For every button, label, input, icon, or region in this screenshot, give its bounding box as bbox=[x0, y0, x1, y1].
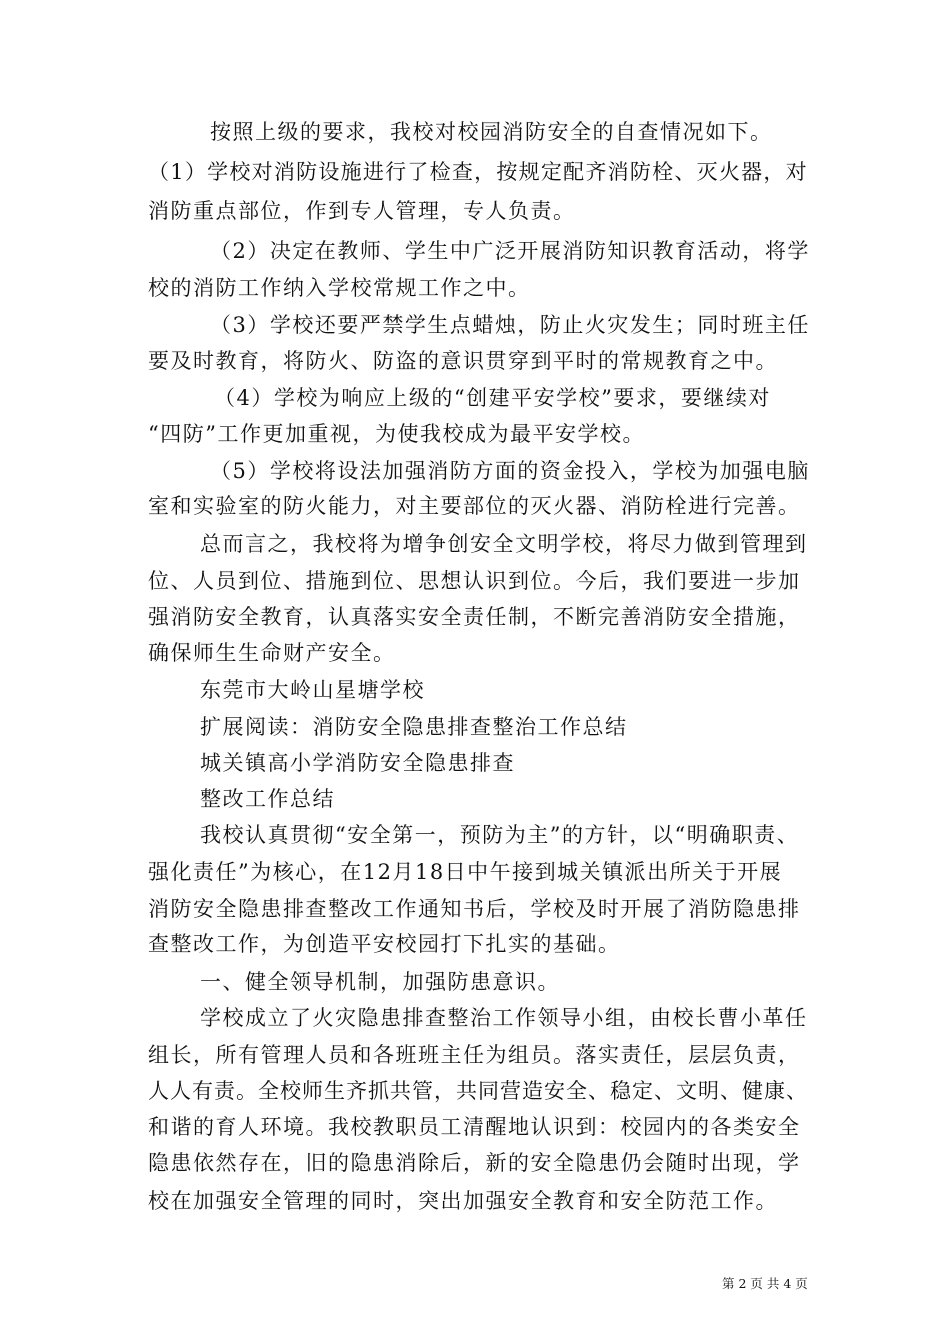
text-line: 校的消防工作纳入学校常规工作之中。 bbox=[148, 276, 531, 300]
text-line: 查整改工作，为创造平安校园打下扎实的基础。 bbox=[148, 932, 621, 956]
text-line: 总而言之，我校将为增争创安全文明学校，将尽力做到管理到 bbox=[200, 532, 808, 556]
text-line: 按照上级的要求，我校对校园消防安全的自查情况如下。 bbox=[210, 120, 773, 144]
text-line: 室和实验室的防火能力，对主要部位的灭火器、消防栓进行完善。 bbox=[148, 494, 801, 518]
text-line: 强化责任”为核心，在12月18日中午接到城关镇派出所关于开展 bbox=[148, 860, 783, 884]
text-line: （2）决定在教师、学生中广泛开展消防知识教育活动，将学 bbox=[210, 239, 810, 263]
text-line: （4）学校为响应上级的“创建平安学校”要求，要继续对 bbox=[214, 386, 771, 410]
text-line: 和谐的育人环境。我校教职员工清醒地认识到：校园内的各类安全 bbox=[148, 1115, 801, 1139]
text-line: （3）学校还要严禁学生点蜡烛，防止火灾发生；同时班主任 bbox=[210, 313, 810, 337]
text-line: 学校成立了火灾隐患排查整治工作领导小组，由校长曹小革任 bbox=[200, 1006, 808, 1030]
text-line: （5）学校将设法加强消防方面的资金投入，学校为加强电脑 bbox=[210, 459, 810, 483]
text-line: （1）学校对消防设施进行了检查，按规定配齐消防栓、灭火器，对 bbox=[148, 160, 808, 184]
text-line: 组长，所有管理人员和各班班主任为组员。落实责任，层层负责， bbox=[148, 1043, 801, 1067]
text-line: 一、健全领导机制，加强防患意识。 bbox=[200, 970, 560, 994]
text-line: 我校认真贯彻“安全第一，预防为主”的方针，以“明确职责、 bbox=[200, 823, 800, 847]
text-line: 校在加强安全管理的同时，突出加强安全教育和安全防范工作。 bbox=[148, 1189, 778, 1213]
text-line: 整改工作总结 bbox=[200, 787, 335, 811]
text-line: 强消防安全教育，认真落实安全责任制，不断完善消防安全措施， bbox=[148, 605, 801, 629]
text-line: 消防重点部位，作到专人管理，专人负责。 bbox=[148, 199, 576, 223]
text-line: “四防”工作更加重视，为使我校成为最平安学校。 bbox=[148, 422, 645, 446]
text-line: 隐患依然存在，旧的隐患消除后，新的安全隐患仍会随时出现，学 bbox=[148, 1151, 801, 1175]
text-line: 城关镇高小学消防安全隐患排查 bbox=[200, 751, 515, 775]
text-line: 位、人员到位、措施到位、思想认识到位。今后，我们要进一步加 bbox=[148, 569, 801, 593]
text-line: 要及时教育，将防火、防盗的意识贯穿到平时的常规教育之中。 bbox=[148, 349, 778, 373]
page-number: 第 2 页 共 4 页 bbox=[722, 1276, 808, 1291]
text-line: 人人有责。全校师生齐抓共管，共同营造安全、稳定、文明、健康、 bbox=[148, 1079, 808, 1103]
text-line: 东莞市大岭山星塘学校 bbox=[200, 678, 425, 702]
text-line: 确保师生生命财产安全。 bbox=[148, 641, 396, 665]
text-line: 消防安全隐患排查整改工作通知书后，学校及时开展了消防隐患排 bbox=[148, 897, 801, 921]
text-line: 扩展阅读：消防安全隐患排查整治工作总结 bbox=[200, 715, 628, 739]
